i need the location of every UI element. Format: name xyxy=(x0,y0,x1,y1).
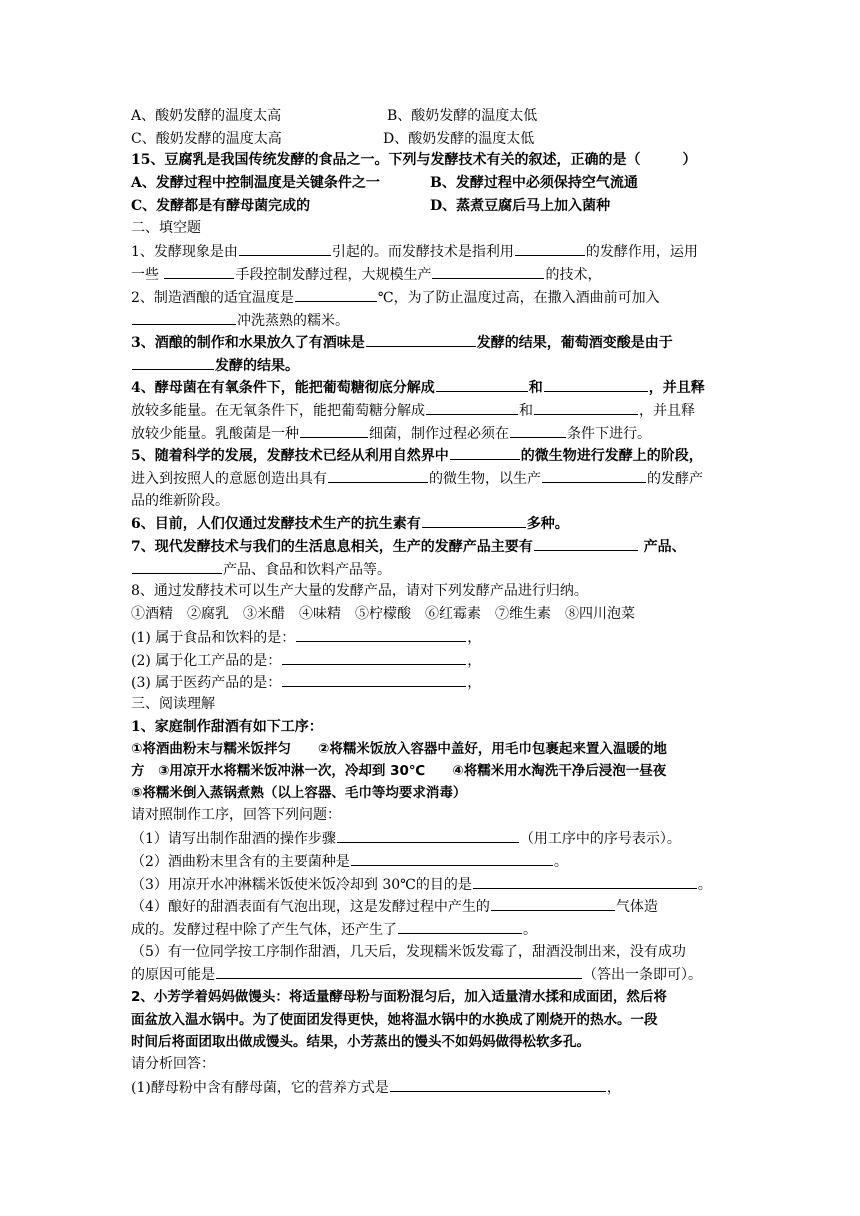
fill-7-blank-2[interactable] xyxy=(132,558,222,574)
fill-4-text-f: ，并且释 xyxy=(639,403,695,419)
fill-5-text-c: 进入到按照人的意愿创造出具有 xyxy=(131,471,327,487)
fill-5-blank-3[interactable] xyxy=(542,467,646,483)
fill-1-blank-2[interactable] xyxy=(515,240,585,256)
reading-1-q5-tail: （答出一条即可）。 xyxy=(583,967,702,983)
fill-7-text-c: 产品、食品和饮料产品等。 xyxy=(223,562,391,578)
fill-1-blank-3[interactable] xyxy=(164,263,234,279)
fill-7-line-1 xyxy=(131,535,686,558)
fill-7-line-2 xyxy=(131,558,391,581)
fill-4-blank-5[interactable] xyxy=(300,422,368,438)
fill-1-text-f: 的技术， xyxy=(545,267,602,283)
fill-3-line-1 xyxy=(131,331,673,354)
fill-5-text-e: 的发酵产 xyxy=(647,471,703,487)
fill-4-text-g: 放较少能量。乳酸菌是一种 xyxy=(131,426,299,442)
fill-1-blank-4[interactable] xyxy=(432,263,544,279)
fill-8-sub-3-end: ， xyxy=(467,675,482,691)
fill-4-blank-1[interactable] xyxy=(436,376,528,392)
reading-1-q1 xyxy=(131,827,681,850)
reading-1-q4-text: （4）酿好的甜酒表面有气泡出现，这是发酵过程中产生的 xyxy=(131,899,490,915)
fill-6-blank-1[interactable] xyxy=(422,512,526,528)
q15-option-c[interactable]: C、发酵都是有酵母菌完成的 xyxy=(131,198,311,214)
q15-row-2b xyxy=(430,195,610,217)
fill-7-blank-1[interactable] xyxy=(534,535,638,551)
reading-1-q4-tail: 气体造 xyxy=(615,899,658,915)
reading-1-q2 xyxy=(131,850,568,873)
fill-8-items: ①酒精 ②腐乳 ③米醋 ④味精 ⑤柠檬酸 ⑥红霉素 ⑦维生素 ⑧四川泡菜 xyxy=(131,606,635,622)
fill-8-blank-1[interactable] xyxy=(296,626,466,642)
reading-1-q5-line-2 xyxy=(131,963,702,986)
reading-1-q4-blank-1[interactable] xyxy=(491,895,615,911)
fill-4-text-i: 条件下进行。 xyxy=(567,426,651,442)
q15-option-d[interactable]: D、蒸煮豆腐后马上加入菌种 xyxy=(430,198,611,214)
fill-4-blank-6[interactable] xyxy=(510,422,566,438)
fill-7-text-b: 产品、 xyxy=(638,539,686,555)
reading-2-q1 xyxy=(131,1076,621,1099)
fill-5-text-d: 的微生物，以生产 xyxy=(429,471,541,487)
fill-1-line-1 xyxy=(131,240,698,263)
reading-1-q1-tail: （用工序中的序号表示）。 xyxy=(519,831,681,847)
fill-1-blank-1[interactable] xyxy=(239,240,331,256)
fill-5-line-2 xyxy=(131,467,703,490)
fill-3-blank-1[interactable] xyxy=(366,331,476,347)
fill-1-line-2 xyxy=(131,263,601,286)
q15-option-b[interactable]: B、发酵过程中必须保持空气流通 xyxy=(430,175,638,191)
fill-4-text-d: 放较多能量。在无氧条件下，能把葡萄糖分解成 xyxy=(131,403,425,419)
reading-1-q4-line-1 xyxy=(131,895,658,918)
fill-5-text-b: 的微生物进行发酵上的阶段， xyxy=(520,448,703,464)
fill-2-line-2 xyxy=(131,309,349,332)
fill-3-text-c: 发酵的结果。 xyxy=(215,358,299,374)
fill-8-sub-3-text: (3) 属于医药产品的是： xyxy=(131,675,282,691)
fill-3-blank-2[interactable] xyxy=(132,354,214,370)
fill-1-text-b: 引起的。而发酵技术是指利用 xyxy=(331,244,514,260)
fill-4-text-e: 和 xyxy=(519,403,533,419)
reading-2-line-2: 面盆放入温水锅中。为了使面团发得更快，她将温水锅中的水换成了刚烧开的热水。一段 xyxy=(131,1012,658,1028)
fill-4-line-3 xyxy=(131,422,651,445)
fill-8-sub-2-end: ， xyxy=(467,653,482,669)
q14-row-2 xyxy=(131,128,282,150)
reading-1-stem: 1、家庭制作甜酒有如下工序： xyxy=(131,719,323,735)
q14-option-a[interactable]: A、酸奶发酵的温度太高 xyxy=(131,108,282,124)
q14-row-1b xyxy=(387,105,537,127)
fill-5-text-a: 5、随着科学的发展，发酵技术已经从利用自然界中 xyxy=(131,448,449,464)
fill-5-line-3: 品的维新阶段。 xyxy=(131,493,229,509)
reading-1-q3 xyxy=(131,873,712,896)
fill-8-sub-2-text: (2) 属于化工产品的是： xyxy=(131,653,282,669)
reading-1-q3-text: （3）用凉开水冲淋糯米饭使米饭冷却到 30℃的目的是 xyxy=(131,877,472,893)
fill-1-text-e: 手段控制发酵过程，大规模生产 xyxy=(235,267,432,283)
reading-1-step-line-1: ①将酒曲粉末与糯米饭拌匀 ②将糯米饭放入容器中盖好，用毛巾包裹起来置入温暖的地 xyxy=(131,741,667,757)
fill-6-text-a: 6、目前，人们仅通过发酵技术生产的抗生素有 xyxy=(131,516,421,532)
fill-2-blank-1[interactable] xyxy=(295,286,377,302)
fill-4-blank-2[interactable] xyxy=(544,376,648,392)
reading-1-q4-blank-2[interactable] xyxy=(398,918,522,934)
q15-stem: 15、豆腐乳是我国传统发酵的食品之一。下列与发酵技术有关的叙述，正确的是（ ） xyxy=(131,152,697,168)
reading-1-step-line-3: ⑤将糯米倒入蒸锅煮熟（以上容器、毛巾等均要求消毒） xyxy=(131,785,467,801)
q14-row-1 xyxy=(131,105,281,127)
fill-8-blank-3[interactable] xyxy=(282,671,466,687)
q14-option-d[interactable]: D、酸奶发酵的温度太低 xyxy=(383,131,535,147)
fill-4-blank-4[interactable] xyxy=(534,399,638,415)
q15-row-1b xyxy=(430,172,638,194)
reading-2-line-3: 时间后将面团取出做成馒头。结果，小芳蒸出的馒头不如妈妈做得松软多孔。 xyxy=(131,1034,590,1050)
q14-option-c[interactable]: C、酸奶发酵的温度太高 xyxy=(131,131,282,147)
fill-8-blank-2[interactable] xyxy=(282,649,466,665)
reading-2-q1-blank[interactable] xyxy=(390,1076,606,1092)
reading-1-q2-end: 。 xyxy=(553,854,568,870)
fill-3-text-b: 发酵的结果，葡萄酒变酸是由于 xyxy=(476,335,673,351)
fill-8-sub-1 xyxy=(131,626,481,649)
reading-1-q1-blank[interactable] xyxy=(337,827,519,843)
reading-2-line-1: 2、小芳学着妈妈做馒头：将适量酵母粉与面粉混匀后，加入适量清水揉和成面团，然后将 xyxy=(131,989,667,1005)
fill-4-text-a: 4、酵母菌在有氧条件下，能把葡萄糖彻底分解成 xyxy=(131,380,435,396)
fill-7-text-a: 7、现代发酵技术与我们的生活息息相关，生产的发酵产品主要有 xyxy=(131,539,533,555)
reading-1-q4-end: 。 xyxy=(523,922,537,938)
fill-4-line-2 xyxy=(131,399,695,422)
reading-2-ask: 请分析回答： xyxy=(131,1056,215,1072)
reading-1-q5-line-1: （5）有一位同学按工序制作甜酒，几天后，发现糯米饭发霉了，甜酒没制出来，没有成功 xyxy=(131,944,686,960)
fill-3-line-2 xyxy=(131,354,299,377)
fill-5-blank-2[interactable] xyxy=(328,467,428,483)
reading-1-q4-text-2: 成的。发酵过程中除了产生气体，还产生了 xyxy=(131,922,397,938)
fill-2-line-1 xyxy=(131,286,660,309)
section-3-title: 三、阅读理解 xyxy=(131,696,215,712)
reading-2-q1-text: (1)酵母粉中含有酵母菌，它的营养方式是 xyxy=(131,1080,389,1096)
q14-option-b[interactable]: B、酸奶发酵的温度太低 xyxy=(387,108,538,124)
reading-2-q1-end: ， xyxy=(606,1080,621,1096)
fill-1-text-c: 的发酵作用，运用 xyxy=(585,244,698,260)
q15-option-a[interactable]: A、发酵过程中控制温度是关键条件之一 xyxy=(131,175,380,191)
fill-1-text-d: 一些 xyxy=(131,267,164,283)
reading-1-q3-end: 。 xyxy=(697,877,712,893)
reading-1-q3-blank[interactable] xyxy=(473,873,697,889)
q15-row-1 xyxy=(131,172,380,194)
fill-4-text-b: 和 xyxy=(528,380,543,396)
q15-row-2 xyxy=(131,195,310,217)
fill-4-text-h: 细菌，制作过程必须在 xyxy=(369,426,509,442)
reading-1-q1-text: （1）请写出制作甜酒的操作步骤 xyxy=(131,831,336,847)
fill-2-text-a: 2、制造酒酿的适宜温度是 xyxy=(131,290,294,306)
fill-2-text-b: ℃，为了防止温度过高，在撒入酒曲前可加入 xyxy=(377,290,660,306)
q14-row-2b xyxy=(383,128,534,150)
fill-6-text-b: 多种。 xyxy=(526,516,569,532)
section-2-title: 二、填空题 xyxy=(131,220,201,236)
fill-1-text-a: 1、发酵现象是由 xyxy=(131,244,238,260)
reading-1-q2-text: （2）酒曲粉末里含有的主要菌种是 xyxy=(131,854,350,870)
fill-8-stem: 8、通过发酵技术可以生产大量的发酵产品，请对下列发酵产品进行归纳。 xyxy=(131,583,588,599)
fill-4-blank-3[interactable] xyxy=(426,399,518,415)
fill-2-text-c: 冲洗蒸熟的糯米。 xyxy=(237,313,349,329)
fill-8-sub-2 xyxy=(131,649,481,672)
reading-1-q5-text: 的原因可能是 xyxy=(131,967,215,983)
fill-3-text-a: 3、酒酿的制作和水果放久了有酒味是 xyxy=(131,335,365,351)
fill-5-line-1 xyxy=(131,444,703,467)
fill-2-blank-2[interactable] xyxy=(132,309,236,325)
reading-1-q5-blank[interactable] xyxy=(216,963,582,979)
reading-1-step-line-2: 方 ③用凉开水将糯米饭冲淋一次，冷却到 30℃ ④将糯米用水淘洗干净后浸泡一昼夜 xyxy=(131,763,667,779)
fill-8-sub-1-text: (1) 属于食品和饮料的是： xyxy=(131,630,296,646)
fill-4-text-c: ，并且释 xyxy=(648,380,705,396)
fill-6-line xyxy=(131,512,569,535)
fill-8-sub-3 xyxy=(131,671,481,694)
reading-1-ask: 请对照制作工序，回答下列问题： xyxy=(131,807,341,823)
reading-1-q4-line-2 xyxy=(131,918,537,941)
fill-4-line-1 xyxy=(131,376,705,399)
reading-1-q2-blank[interactable] xyxy=(351,850,553,866)
fill-8-sub-1-end: ， xyxy=(467,630,482,646)
fill-5-blank-1[interactable] xyxy=(450,444,520,460)
